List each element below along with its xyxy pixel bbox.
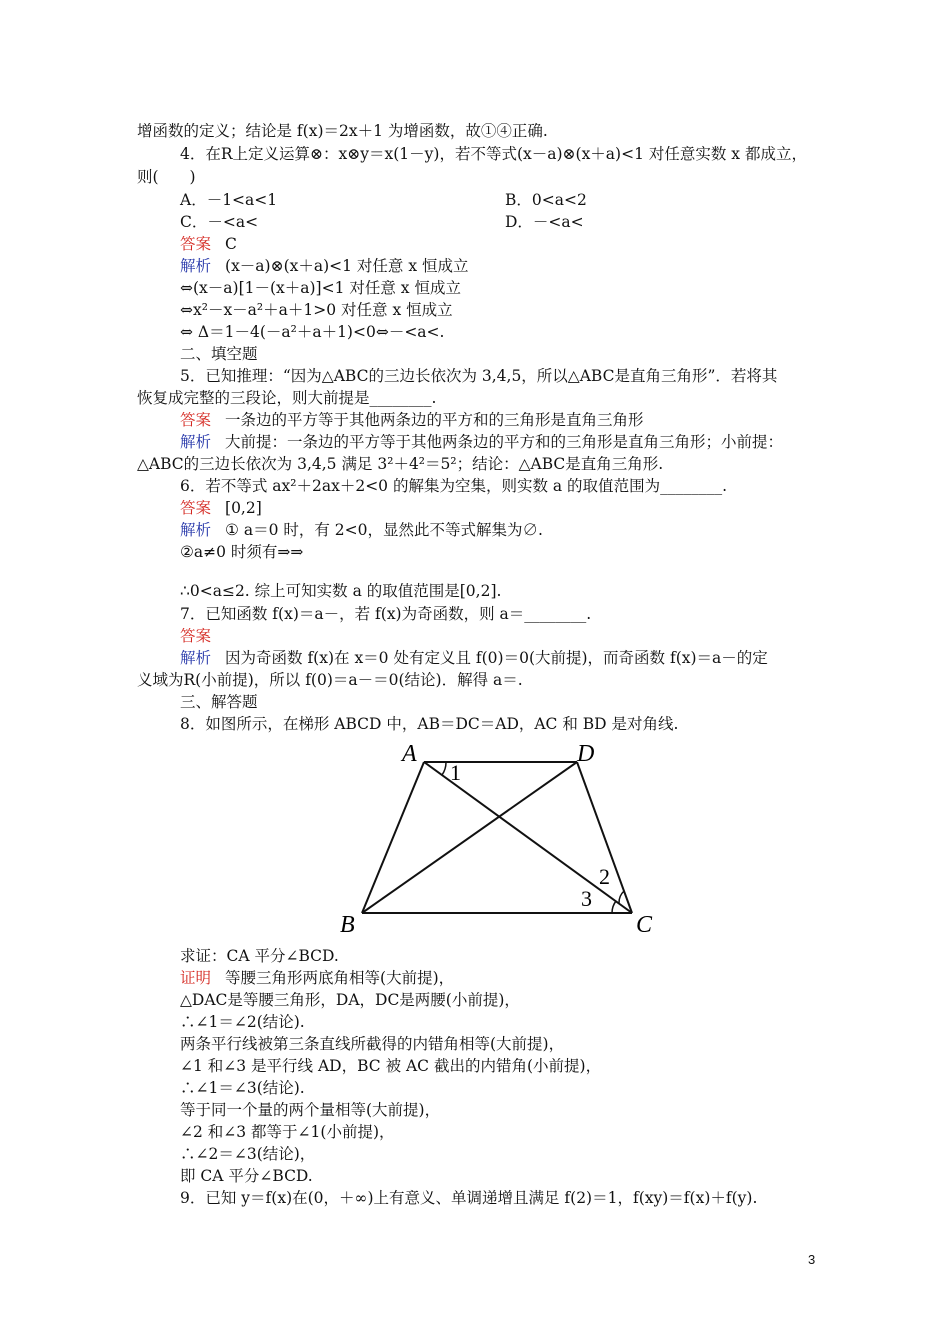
text-line: ∴0<a≤2. 综上可知实数 a 的取值范围是[0,2]. xyxy=(180,582,502,600)
option-c: C．－<a< xyxy=(180,213,259,231)
text-line: 两条平行线被第三条直线所截得的内错角相等(大前提)， xyxy=(180,1035,565,1053)
proof-text: 等腰三角形两底角相等(大前提)， xyxy=(225,969,455,987)
text-line: △DAC是等腰三角形，DA，DC是两腰(小前提)， xyxy=(180,991,520,1009)
angle-2-label: 2 xyxy=(599,864,610,889)
section-heading: 三、解答题 xyxy=(180,693,258,711)
proof-label: 证明 xyxy=(180,969,212,987)
question-6: 6．若不等式 ax²＋2ax＋2<0 的解集为空集，则实数 a 的取值范围为________. xyxy=(180,477,727,495)
text-line: 则( ) xyxy=(137,168,196,186)
question-9: 9．已知 y＝f(x)在(0，＋∞)上有意义、单调递增且满足 f(2)＝1，f(xy)＝f(x)＋f(y). xyxy=(180,1189,758,1207)
text-line: 恢复成完整的三段论，则大前提是________. xyxy=(137,389,437,407)
page-number: 3 xyxy=(808,1252,816,1267)
analysis-line xyxy=(180,431,783,453)
angle-1-arc xyxy=(442,762,446,775)
text-line: ⇔ Δ＝1－4(－a²＋a＋1)<0⇔－<a<. xyxy=(180,323,445,341)
text-line: ⇔(x－a)[1－(x＋a)]<1 对任意 x 恒成立 xyxy=(180,279,461,297)
option-d: D．－<a< xyxy=(505,213,584,231)
diagonal-bd xyxy=(362,762,577,913)
answer-text: 一条边的平方等于其他两条边的平方和的三角形是直角三角形 xyxy=(225,411,644,429)
text-line: ②a≠0 时须有⇒⇒ xyxy=(180,543,304,561)
vertex-c-label: C xyxy=(636,912,653,938)
answer-label: 答案 xyxy=(180,411,212,429)
analysis-label: 解析 xyxy=(180,433,212,451)
answer-line xyxy=(180,233,237,255)
analysis-line xyxy=(180,255,469,277)
text-line: ∠1 和∠3 是平行线 AD，BC 被 AC 截出的内错角(小前提)， xyxy=(180,1057,602,1075)
angle-3-arc xyxy=(612,901,616,913)
text-line: 义域为R(小前提)，所以 f(0)＝a－＝0(结论)．解得 a＝. xyxy=(137,671,523,689)
analysis-text: 大前提：一条边的平方等于其他两条边的平方和的三角形是直角三角形；小前提： xyxy=(225,433,784,451)
answer-line xyxy=(180,409,644,431)
text-line: 增函数的定义；结论是 f(x)＝2x＋1 为增函数，故①④正确. xyxy=(137,122,548,140)
answer-text: [0,2] xyxy=(225,499,262,517)
analysis-label: 解析 xyxy=(180,521,212,539)
answer-label: 答案 xyxy=(180,499,212,517)
vertex-d-label: D xyxy=(577,741,595,767)
text-line: ∴∠1＝∠3(结论). xyxy=(180,1079,305,1097)
trapezoid-figure xyxy=(336,738,653,942)
question-7: 7．已知函数 f(x)＝a－，若 f(x)为奇函数，则 a＝________. xyxy=(180,605,592,623)
analysis-text: (x－a)⊗(x＋a)<1 对任意 x 恒成立 xyxy=(225,257,469,275)
analysis-label: 解析 xyxy=(180,257,212,275)
text-line: 等于同一个量的两个量相等(大前提)， xyxy=(180,1101,441,1119)
vertex-b-label: B xyxy=(340,912,355,938)
answer-label: 答案 xyxy=(180,627,212,645)
analysis-label: 解析 xyxy=(180,649,212,667)
angle-3-label: 3 xyxy=(581,886,592,911)
angle-2-arc xyxy=(619,891,624,903)
section-heading: 二、填空题 xyxy=(180,345,258,363)
text-line: ∴∠2＝∠3(结论)， xyxy=(180,1145,316,1163)
text-line: △ABC的三边长依次为 3,4,5 满足 3²＋4²＝5²；结论：△ABC是直角三角形. xyxy=(137,455,664,473)
text-line: ⇔x²－x－a²＋a＋1>0 对任意 x 恒成立 xyxy=(180,301,453,319)
question-5: 5．已知推理：“因为△ABC的三边长依次为 3,4,5，所以△ABC是直角三角形”．若将其 xyxy=(180,367,778,385)
question-8: 8．如图所示，在梯形 ABCD 中，AB＝DC＝AD，AC 和 BD 是对角线. xyxy=(180,715,679,733)
analysis-line xyxy=(180,647,768,669)
text-line: ∴∠1＝∠2(结论). xyxy=(180,1013,305,1031)
text-line: 求证：CA 平分∠BCD. xyxy=(180,947,339,965)
proof-line xyxy=(180,967,454,989)
analysis-line xyxy=(180,519,543,541)
answer-label: 答案 xyxy=(180,235,212,253)
analysis-text: ① a＝0 时，有 2<0，显然此不等式解集为∅. xyxy=(225,521,543,539)
option-a: A．－1<a<1 xyxy=(180,191,278,209)
vertex-a-label: A xyxy=(402,741,417,767)
question-4: 4．在R上定义运算⊗：x⊗y＝x(1－y)，若不等式(x－a)⊗(x＋a)<1 对任意实数 x 都成立， xyxy=(180,145,807,163)
analysis-text: 因为奇函数 f(x)在 x＝0 处有定义且 f(0)＝0(大前提)，而奇函数 f(x)＝a－的定 xyxy=(225,649,768,667)
text-line: 即 CA 平分∠BCD. xyxy=(180,1167,313,1185)
angle-1-label: 1 xyxy=(450,760,461,785)
answer-line xyxy=(180,497,262,519)
answer-line xyxy=(180,625,211,647)
option-b: B．0<a<2 xyxy=(505,191,587,209)
text-line: ∠2 和∠3 都等于∠1(小前提)， xyxy=(180,1123,395,1141)
answer-text: C xyxy=(225,235,237,253)
